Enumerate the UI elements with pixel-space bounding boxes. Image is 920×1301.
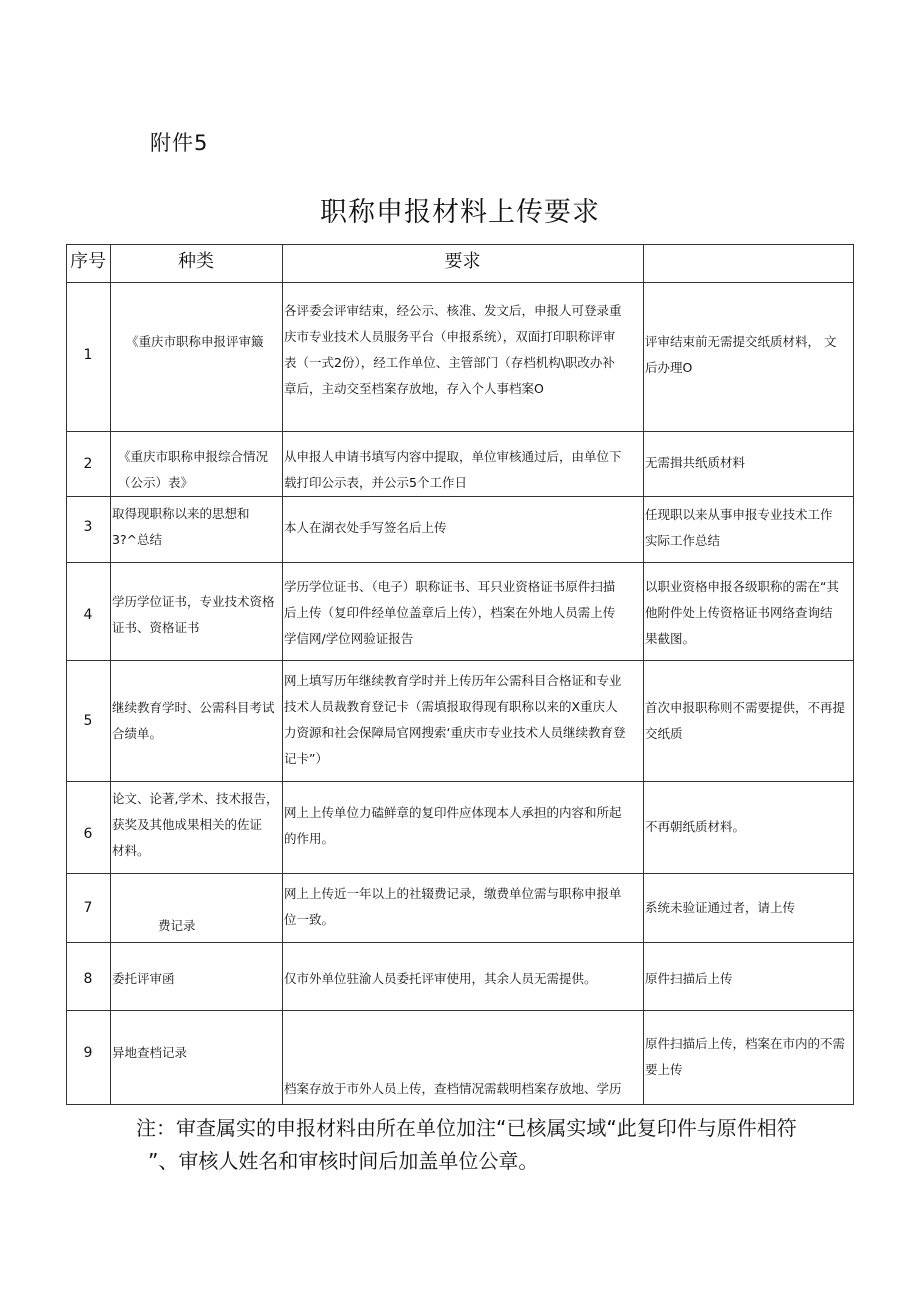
row-type (112, 660, 281, 781)
cell-text-line: 实际工作总结 (645, 533, 721, 548)
row-requirement (284, 282, 642, 431)
row-number: 7 (83, 900, 93, 916)
header-requirement: 要求 (444, 251, 481, 272)
cell-text-line: 材料。 (112, 843, 150, 858)
row-number: 1 (83, 347, 93, 363)
row-note (645, 1010, 853, 1105)
cell-text-line: 交纸质 (645, 726, 683, 741)
cell-text-line: 的作用。 (284, 831, 335, 846)
cell-text-line: 异地查档记录 (112, 1045, 188, 1060)
cell-text-line: 要上传 (645, 1062, 683, 1077)
cell-text-line: 学历学位证书，专业技术资格 (112, 594, 275, 609)
row-note (645, 781, 853, 873)
row-type (112, 282, 281, 431)
header-type: 种类 (178, 251, 214, 272)
cell-text-line: 技术人员裁教育登记卡（需填报取得现有职称以来的X重庆人 (284, 699, 618, 714)
row-note (645, 282, 853, 431)
cell-text-line: 位一致。 (284, 912, 335, 927)
row-requirement (284, 496, 642, 562)
cell-text-line: 《重庆市职称申报综合情况 (118, 449, 269, 464)
row-requirement (284, 562, 642, 660)
row-note (645, 942, 853, 1010)
table-vline (282, 244, 283, 1105)
cell-text-line: 论文、论著,学术、技术报告， (112, 791, 279, 806)
cell-text-line: 记卡”） (284, 751, 328, 766)
header-no: 序号 (70, 251, 106, 272)
row-note (645, 496, 853, 562)
table-vline (853, 244, 854, 1105)
cell-text-line: 无需揖共纸质材料 (645, 455, 746, 470)
footer-note-line-1: 注：审查属实的申报材料由所在单位加注“已核属实域“此复印件与原件相符 (136, 1116, 797, 1140)
row-type (112, 873, 281, 942)
row-number: 2 (83, 456, 93, 472)
cell-text-line: 力资源和社会保障局官网搜索‘重庆市专业技术人员继续教育登 (284, 725, 626, 740)
cell-text-line: 证书、资格证书 (112, 620, 200, 635)
row-number: 3 (83, 519, 93, 535)
cell-text-line: 合绩单。 (112, 726, 163, 741)
cell-text-line: 章后，主动交至档案存放地，存入个人事档案O (284, 381, 544, 396)
row-requirement (284, 660, 642, 781)
footer-note-line-2: ”、审核人姓名和审核时间后加盖单位公章。 (148, 1149, 539, 1173)
cell-text-line: 继续教育学时、公需科目考试 (112, 700, 275, 715)
row-type (112, 562, 281, 660)
cell-text-line: 获奖及其他成果相关的佐证 (112, 817, 263, 832)
row-requirement (284, 942, 642, 1010)
table-vline (643, 244, 644, 1105)
cell-text-line: 网上上传近一年以上的社辍费记录，缴费单位需与职称申报单 (284, 886, 622, 901)
row-note (645, 431, 853, 496)
cell-text-line: 《重庆市职称申报评审簸 (126, 334, 264, 349)
cell-text-line: 评审结束前无需提交纸质材料， 文 (645, 334, 837, 349)
row-number: 4 (83, 607, 93, 623)
cell-text-line: 表（一式2份），经工作单位、主管部门（存档机构\职改办补 (284, 355, 615, 370)
row-note (645, 873, 853, 942)
cell-text-line: 后办理O (645, 360, 693, 375)
row-number: 9 (83, 1045, 93, 1061)
header-note (643, 244, 854, 282)
footer-note (136, 1112, 856, 1178)
cell-text-line: （公示）表》 (118, 475, 194, 490)
row-type (112, 496, 281, 562)
cell-text-line: 网上上传单位力磕鲜章的复印件应体现本人承担的内容和所起 (284, 805, 622, 820)
row-type (112, 942, 281, 1010)
cell-text-line: 学信网/学位网验证报告 (284, 631, 414, 646)
row-note (645, 660, 853, 781)
cell-text-line: 仅市外单位驻渝人员委托评审使用，其余人员无需提供。 (284, 971, 597, 986)
cell-text-line: 他附件处上传资格证书网络查询结 (645, 605, 833, 620)
cell-text-line: 从申报人申请书填写内容中提取，单位审核通过后，由单位下 (284, 449, 622, 464)
page-title: 职称申报材料上传要求 (320, 197, 600, 228)
cell-text-line: 3?^总结 (112, 532, 163, 547)
cell-text-line: 委托评审函 (112, 971, 175, 986)
row-requirement (284, 873, 642, 942)
row-note (645, 562, 853, 660)
row-type (112, 781, 281, 873)
row-requirement (284, 1010, 642, 1105)
row-number: 5 (83, 713, 93, 729)
cell-text-line: 载打印公示表，并公示5个工作日 (284, 475, 467, 490)
cell-text-line: 系统未验证通过者，请上传 (645, 900, 796, 915)
cell-text-line: 原件扫描后上传 (645, 971, 733, 986)
row-type (112, 431, 281, 496)
cell-text-line: 费记录 (158, 918, 196, 933)
cell-text-line: 后上传（复印件经单位盖章后上传），档案在外地人员需上传 (284, 605, 616, 620)
requirements-table (66, 244, 854, 1105)
cell-text-line: 档案存放于市外人员上传，查档情况需载明档案存放地、学历 (284, 1081, 622, 1096)
cell-text-line: 取得现职称以来的思想和 (112, 506, 250, 521)
cell-text-line: 学历学位证书、（电子）职称证书、耳只业资格证书原件扫描 (284, 579, 616, 594)
cell-text-line: 庆市专业技术人员服务平台（申报系统），双面打印职称评审 (284, 329, 616, 344)
cell-text-line: 原件扫描后上传，档案在市内的不需 (645, 1036, 846, 1051)
row-requirement (284, 431, 642, 496)
table-vline (110, 244, 111, 1105)
cell-text-line: 本人在湖衣处手写签名后上传 (284, 520, 447, 535)
row-number: 6 (83, 826, 93, 842)
cell-text-line: 任现职以来从事申报专业技术工作 (645, 507, 833, 522)
cell-text-line: 网上填写历年继续教育学时并上传历年公需科目合格证和专业 (284, 673, 622, 688)
cell-text-line: 果截图。 (645, 631, 696, 646)
attachment-label: 附件5 (150, 131, 209, 155)
cell-text-line: 以职业资格申报各级职称的需在“其 (645, 579, 839, 594)
row-requirement (284, 781, 642, 873)
cell-text-line (284, 1102, 642, 1105)
row-number: 8 (83, 971, 93, 987)
cell-text-line: 首次申报职称则不需要提供，不再提 (645, 700, 846, 715)
row-type (112, 1010, 281, 1105)
cell-text-line: 不再朝纸质材料。 (645, 819, 746, 834)
cell-text-line: 各评委会评审结束，经公示、核准、发文后，申报人可登录重 (284, 303, 622, 318)
